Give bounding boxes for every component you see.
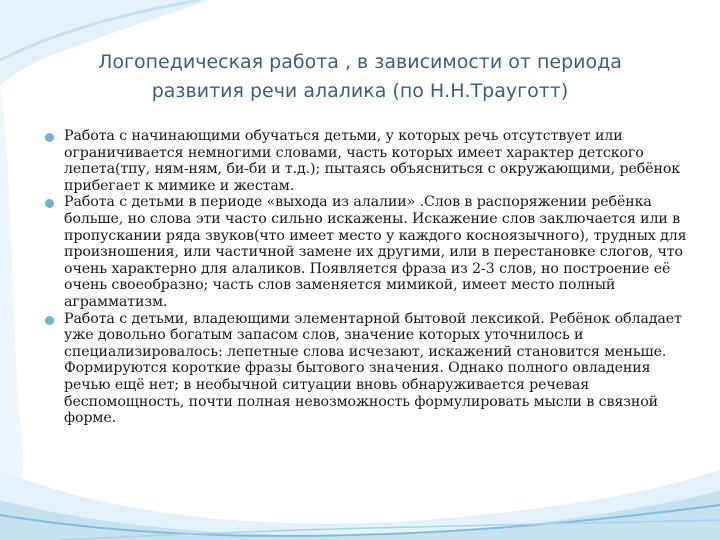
title-line-1: Логопедическая работа , в зависимости от периода <box>98 51 622 73</box>
list-item <box>42 311 694 427</box>
list-item <box>42 128 694 194</box>
slide-title <box>60 48 660 106</box>
list-item-text: Работа с начинающими обучаться детьми, у которых речь отсутствует или ограничивается немногими словами, часть которых имеет характер детского лепета(тпу, ням-ням, би-би и т.д.); пытаясь объясниться с окружающими, ребёнок прибегает к мимике и жестам. <box>64 128 681 194</box>
bullet-list <box>42 128 694 427</box>
title-line-2: развития речи алалика (по Н.Н.Трауготт) <box>151 80 569 102</box>
bullet-icon <box>45 316 54 325</box>
list-item-text: Работа с детьми, владеющими элементарной бытовой лексикой. Ребёнок обладает уже довольно богатым запасом слов, значение которых уточнилось и специализировалось: лепетные слова исчезают, искажений становится меньше. Формируются короткие фразы бытового значения. Однако полного овладения речью ещё нет; в необычной ситуации вновь обнаруживается речевая беспомощность, почти полная невозможность формулировать мысли в связной форме. <box>64 310 682 427</box>
list-item-text: Работа с детьми в периоде «выхода из алалии» .Слов в распоряжении ребёнка больше, но слова эти часто сильно искажены. Искажение слов заключается или в пропускании ряда звуков(что имеет место у каждого косноязычного), трудных для произношения, или частичной замене их другими, или в перестановке слогов, что очень характерно для алаликов. Появляется фраза из 2-3 слов, но построение её очень своеобразно; часть слов заменяется мимикой, имеет место полный аграмматизм. <box>64 194 687 310</box>
bullet-icon <box>45 133 54 142</box>
bullet-icon <box>45 199 54 208</box>
list-item <box>42 194 694 310</box>
